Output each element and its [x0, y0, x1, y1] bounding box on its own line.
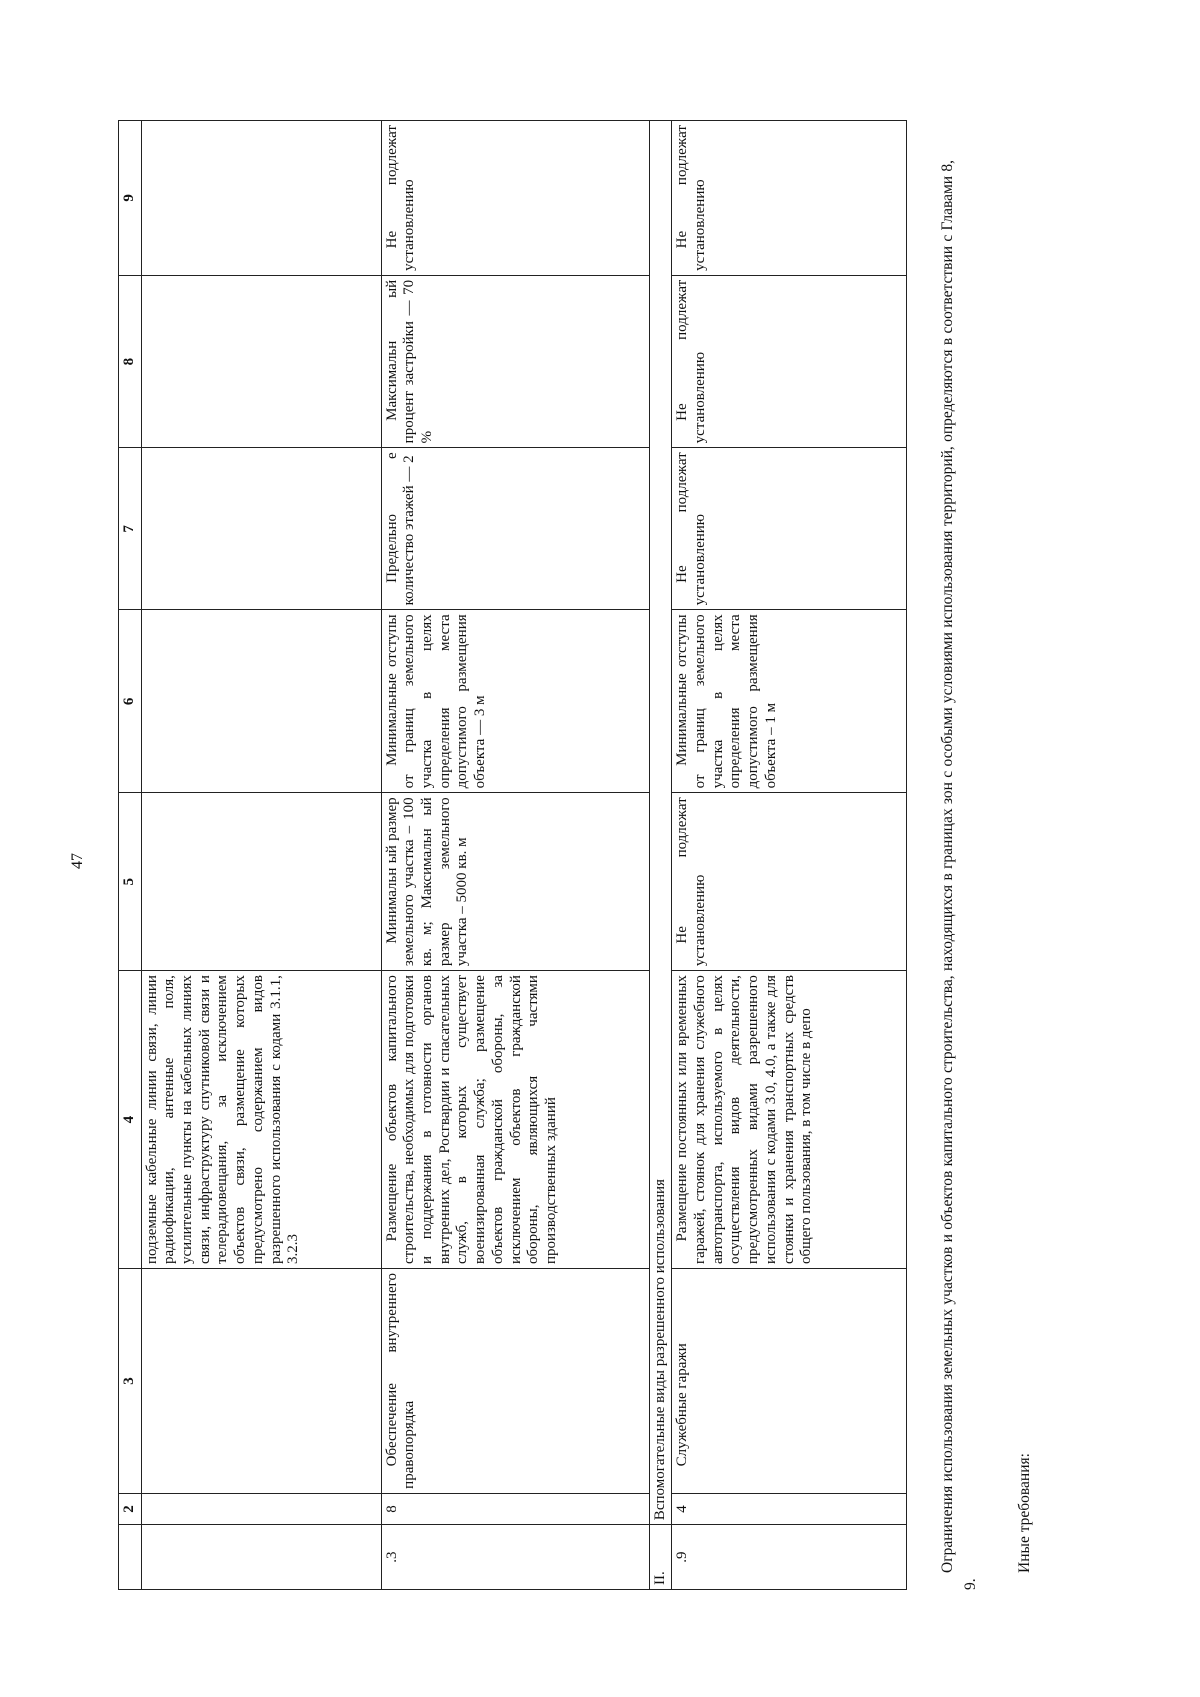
cell: [141, 448, 381, 610]
col-header-9: 9: [119, 121, 142, 276]
col-header-2: 2: [119, 1493, 142, 1524]
cell: [141, 275, 381, 448]
continuation-description: подземные кабельные линии связи, линии радиофикации, антенные поля, усилительные пункты на кабельных линиях связи, инфраструктуру спутниковой связи и телерадиовещания, за исключением объектов связи, размещение которых предусмотрено содержанием видов разрешенного использования с кодами 3.1.1, 3.2.3: [141, 971, 381, 1269]
plot-size: Минимальн ый размер земельного участка – 100 кв. м; Максимальн ый размер земельного участка – 5000 кв. м: [381, 793, 649, 971]
coverage: Максимальн ый процент застройки — 70 %: [381, 275, 649, 448]
row-code: 4: [672, 1493, 907, 1524]
col-header-4: 4: [119, 971, 142, 1269]
use-name: Служебные гаражи: [672, 1269, 907, 1494]
row-code: 8: [381, 1493, 649, 1524]
section-title: Вспомогательные виды разрешенного использования: [649, 121, 672, 1525]
row-index: .3: [381, 1525, 649, 1590]
cell: [141, 1269, 381, 1494]
setbacks: Минимальные отступы от границ земельного участка в целях определения места допустимого размещения объекта — 3 м: [381, 610, 649, 793]
restrictions-text: Ограничения использования земельных участков и объектов капитального строительства, находящихся в границах зон с особыми условиями использования территорий, определяются в соответствии с Главами 8, 9.: [939, 160, 980, 1590]
col-header-5: 5: [119, 793, 142, 971]
page-number: 47: [69, 853, 86, 869]
floors: Не подлежат установлению: [672, 448, 907, 610]
col-header-7: 7: [119, 448, 142, 610]
floors: Предельно е количество этажей — 2: [381, 448, 649, 610]
table-row: [381, 121, 649, 1590]
cell: [141, 1493, 381, 1524]
cell: [141, 121, 381, 276]
other-requirements: [1013, 160, 1036, 1590]
other-params: Не подлежат установлению: [672, 121, 907, 276]
use-name: Обеспечение внутреннего правопорядка: [381, 1269, 649, 1494]
other-requirements-label: Иные требования:: [1016, 1453, 1033, 1573]
zoning-table: [118, 120, 907, 1590]
plot-size: Не подлежат установлению: [672, 793, 907, 971]
row-index: .9: [672, 1525, 907, 1590]
cell: [141, 1525, 381, 1590]
col-header-3: 3: [119, 1269, 142, 1494]
coverage: Не подлежат установлению: [672, 275, 907, 448]
col-header-1: [119, 1525, 142, 1590]
other-params: Не подлежат установлению: [381, 121, 649, 276]
continuation-row: [141, 121, 381, 1590]
col-header-6: 6: [119, 610, 142, 793]
table-row: [672, 121, 907, 1590]
use-description: Размещение постоянных или временных гаражей, стоянок для хранения служебного автотранспорта, используемого в целях осуществления видов деятельности, предусмотренных видами разрешенного использования с кодами 3.0, 4.0, а также для стоянки и хранения транспортных средств общего пользования, в том числе в депо: [672, 971, 907, 1269]
restrictions-note: [936, 160, 983, 1590]
rotated-document: [118, 125, 1058, 1590]
cell: [141, 793, 381, 971]
use-description: Размещение объектов капитального строительства, необходимых для подготовки и поддержания в готовности органов внутренних дел, Росгвардии и спасательных служб, в которых существует военизированная служба; размещение объектов гражданской обороны, за исключением объектов гражданской обороны, являющихся частями производственных зданий: [381, 971, 649, 1269]
header-row: [119, 121, 142, 1590]
setbacks: Минимальные отступы от границ земельного участка в целях определения места допустимого размещения объекта – 1 м: [672, 610, 907, 793]
cell: [141, 610, 381, 793]
section-row: [649, 121, 672, 1590]
col-header-8: 8: [119, 275, 142, 448]
section-number: II.: [649, 1525, 672, 1590]
